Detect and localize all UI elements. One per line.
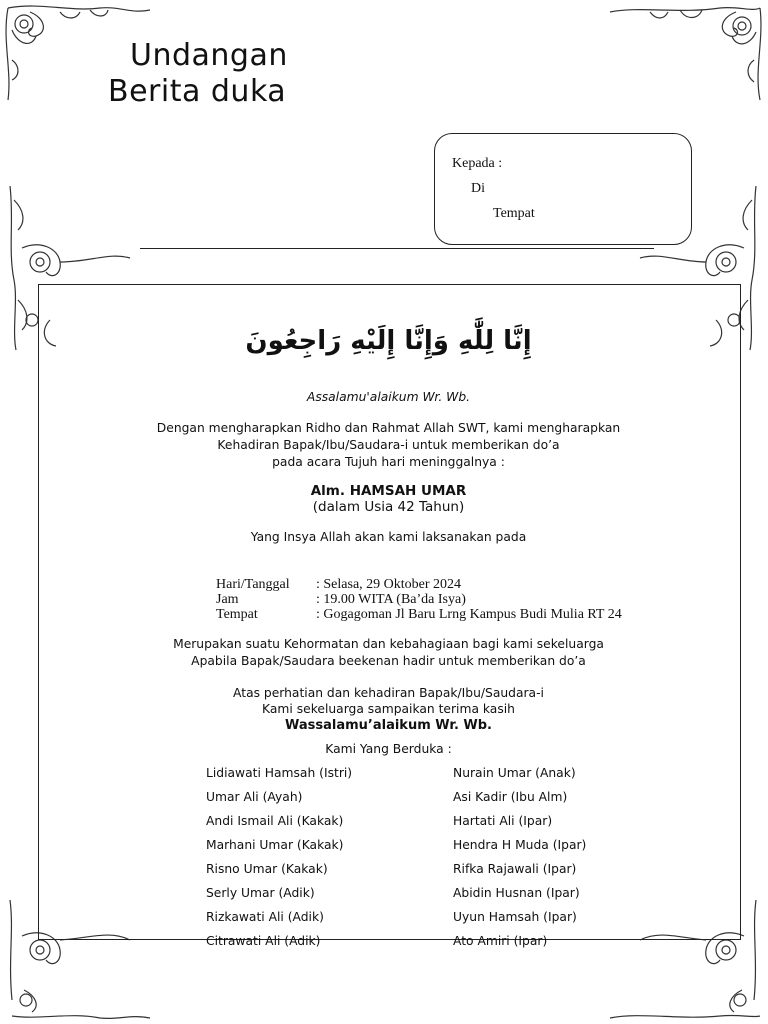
honor-line-2: Apabila Bapak/Saudara beekenan hadir untuk memberikan do’a	[191, 654, 586, 668]
header-divider	[140, 248, 654, 249]
arabic-calligraphy: إِنَّا لِلَّٰهِ وَإِنَّا إِلَيْهِ رَاجِعُونَ	[245, 326, 532, 356]
address-tempat: Tempat	[493, 206, 535, 221]
deceased-age: (dalam Usia 42 Tahun)	[312, 499, 465, 515]
detail-value-place: : Gogagoman Jl Baru Lrng Kampus Budi Mulia RT 24	[316, 607, 622, 622]
wassalam: Wassalamu’alaikum Wr. Wb.	[284, 718, 492, 733]
honor-line-1: Merupakan suatu Kehormatan dan kebahagiaan bagi kami sekeluarga	[173, 637, 604, 651]
family-left-6: Serly Umar (Adik)	[206, 886, 315, 900]
intro-line-3: pada acara Tujuh hari meninggalnya :	[272, 455, 505, 469]
closing-line-1: Atas perhatian dan kehadiran Bapak/Ibu/Saudara-i	[233, 686, 544, 700]
family-left-3: Andi Ismail Ali (Kakak)	[206, 814, 344, 828]
family-left-8: Citrawati Ali (Adik)	[206, 934, 321, 948]
family-header: Kami Yang Berduka :	[325, 742, 452, 756]
closing-line-2: Kami sekeluarga sampaikan terima kasih	[262, 702, 515, 716]
detail-label-date: Hari/Tanggal	[216, 577, 290, 592]
title-line-2: Berita duka	[108, 74, 287, 109]
detail-label-time: Jam	[216, 592, 239, 607]
salam: Assalamu'alaikum Wr. Wb.	[306, 390, 471, 404]
detail-value-time: : 19.00 WITA (Ba’da Isya)	[316, 592, 466, 607]
detail-value-date: : Selasa, 29 Oktober 2024	[316, 577, 462, 592]
address-di: Di	[471, 181, 485, 196]
detail-label-place: Tempat	[216, 607, 258, 622]
insya-line: Yang Insya Allah akan kami laksanakan pada	[250, 530, 527, 544]
family-right-5: Rifka Rajawali (Ipar)	[453, 862, 577, 876]
family-left-1: Lidiawati Hamsah (Istri)	[206, 766, 353, 780]
family-right-7: Uyun Hamsah (Ipar)	[453, 910, 577, 924]
family-right-3: Hartati Ali (Ipar)	[453, 814, 553, 828]
family-right-1: Nurain Umar (Anak)	[453, 766, 576, 780]
family-left-5: Risno Umar (Kakak)	[206, 862, 328, 876]
address-box	[434, 133, 692, 245]
deceased-name: Alm. HAMSAH UMAR	[310, 483, 467, 499]
family-right-2: Asi Kadir (Ibu Alm)	[453, 790, 568, 804]
intro-line-1: Dengan mengharapkan Ridho dan Rahmat Allah SWT, kami mengharapkan	[156, 421, 621, 435]
family-right-6: Abidin Husnan (Ipar)	[453, 886, 580, 900]
family-right-8: Ato Amiri (Ipar)	[453, 934, 548, 948]
family-left-7: Rizkawati Ali (Adik)	[206, 910, 324, 924]
family-left-2: Umar Ali (Ayah)	[206, 790, 303, 804]
address-kepada: Kepada :	[452, 156, 503, 171]
title-line-1: Undangan	[130, 38, 288, 73]
intro-line-2: Kehadiran Bapak/Ibu/Saudara-i untuk memberikan do’a	[217, 438, 560, 452]
family-left-4: Marhani Umar (Kakak)	[206, 838, 344, 852]
family-right-4: Hendra H Muda (Ipar)	[453, 838, 587, 852]
